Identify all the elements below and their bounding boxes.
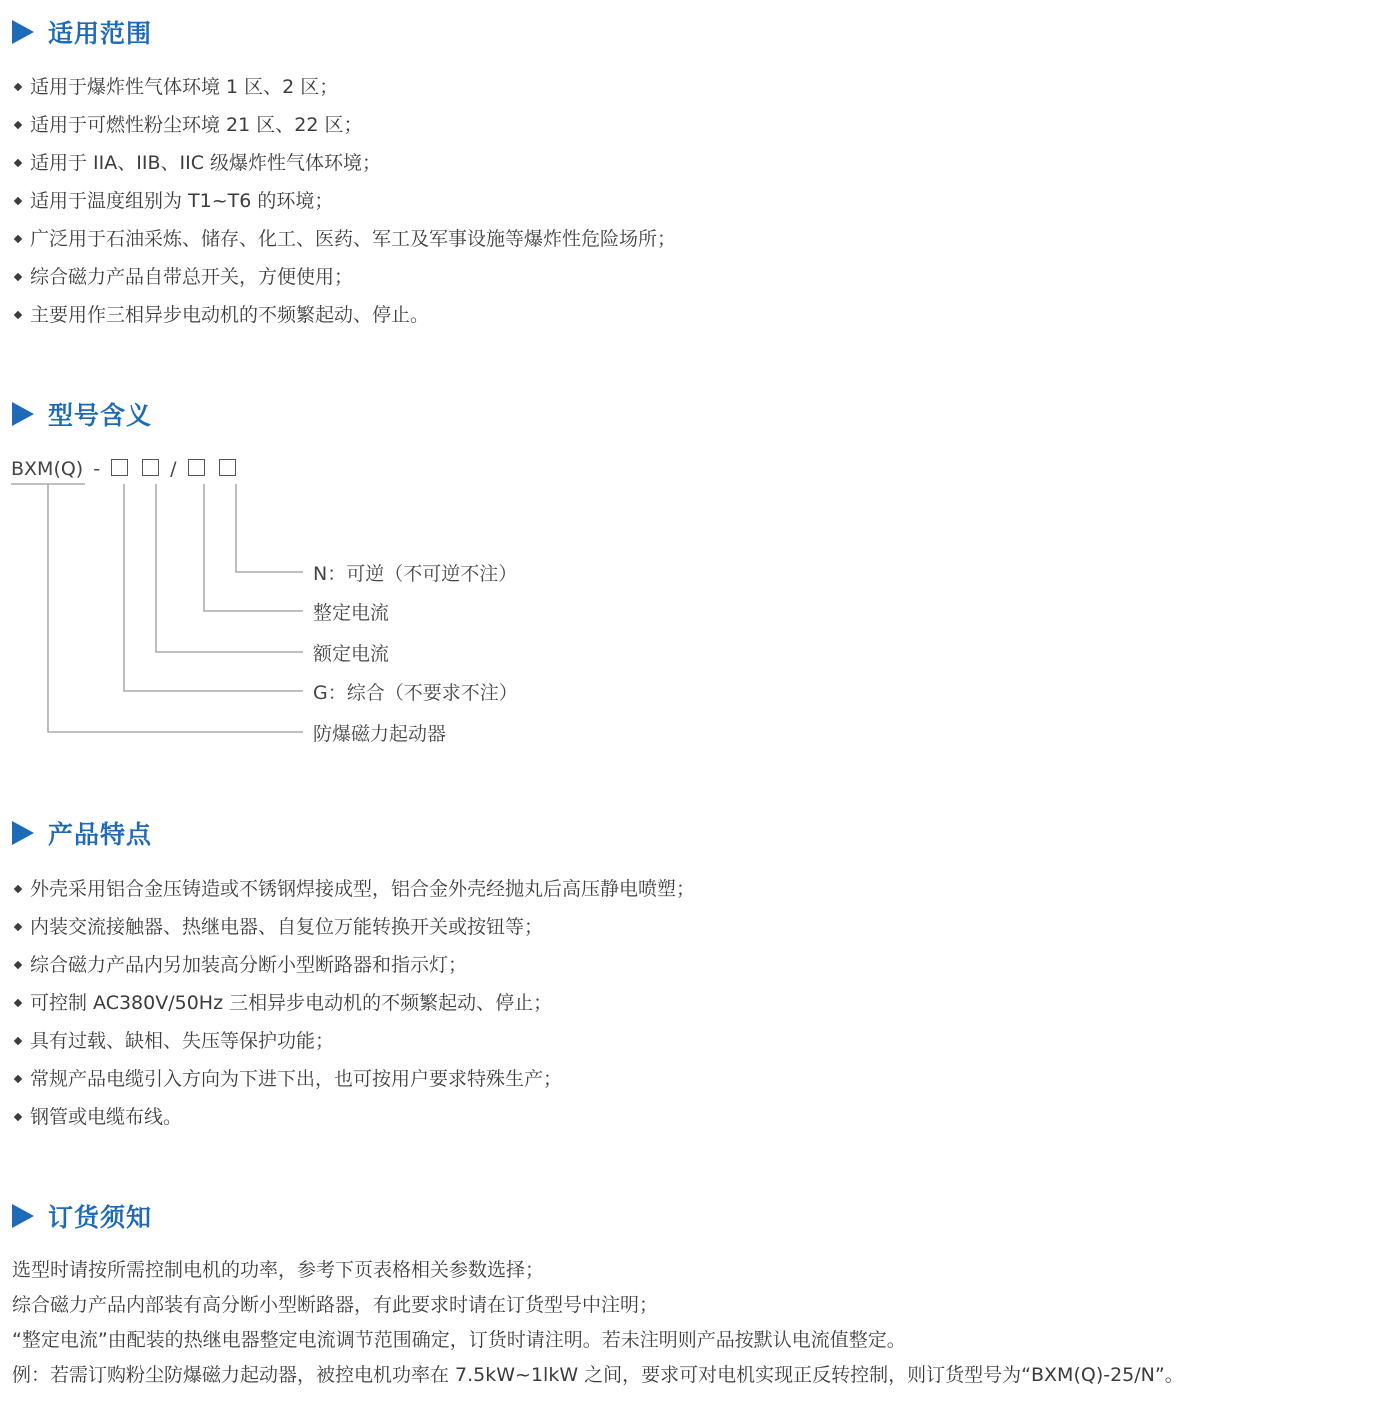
diamond-bullet-icon xyxy=(14,885,22,893)
code-label-setting-current: 整定电流 xyxy=(313,602,390,624)
list-item: 主要用作三相异步电动机的不频繁起动、停止。 xyxy=(12,296,676,334)
ordering-note: “整定电流”由配装的热继电器整定电流调节范围确定，订货时请注明。若未注明则产品按默认电流值整定。 xyxy=(12,1329,906,1351)
code-label-starter: 防爆磁力起动器 xyxy=(313,723,447,745)
list-item: 广泛用于石油采炼、储存、化工、医药、军工及军事设施等爆炸性危险场所； xyxy=(12,220,676,258)
scope-list xyxy=(12,68,676,334)
ordering-notes xyxy=(12,1253,1184,1393)
diamond-bullet-icon xyxy=(14,961,22,969)
list-item: 内装交流接触器、热继电器、自复位万能转换开关或按钮等； xyxy=(12,908,695,946)
section-title-features: 产品特点 xyxy=(12,815,152,851)
list-item: 综合磁力产品自带总开关，方便使用； xyxy=(12,258,676,296)
triangle-bullet-icon xyxy=(12,20,34,44)
diamond-bullet-icon xyxy=(14,235,22,243)
triangle-bullet-icon xyxy=(12,1204,34,1228)
bracket-line-setting-current xyxy=(204,484,303,611)
list-item: 钢管或电缆布线。 xyxy=(12,1098,695,1136)
diamond-bullet-icon xyxy=(14,273,22,281)
list-item: 外壳采用铝合金压铸造或不锈钢焊接成型，铝合金外壳经抛丸后高压静电喷塑； xyxy=(12,870,695,908)
code-label-combined: G：综合（不要求不注） xyxy=(313,682,518,704)
bracket-line-starter xyxy=(48,484,303,732)
bracket-line-rated-current xyxy=(156,484,303,652)
features-list xyxy=(12,870,695,1136)
diamond-bullet-icon xyxy=(14,121,22,129)
list-item: 常规产品电缆引入方向为下进下出，也可按用户要求特殊生产； xyxy=(12,1060,695,1098)
list-item: 具有过载、缺相、失压等保护功能； xyxy=(12,1022,695,1060)
list-item: 适用于爆炸性气体环境 1 区、2 区； xyxy=(12,68,676,106)
diamond-bullet-icon xyxy=(14,159,22,167)
diamond-bullet-icon xyxy=(14,311,22,319)
list-item: 适用于 IIA、IIB、IIC 级爆炸性气体环境； xyxy=(12,144,676,182)
code-label-rated-current: 额定电流 xyxy=(313,643,390,665)
model-code-dash: - xyxy=(93,458,101,480)
ordering-note: 综合磁力产品内部装有高分断小型断路器，有此要求时请在订货型号中注明； xyxy=(12,1294,659,1316)
model-code-diagram xyxy=(0,450,700,760)
diamond-bullet-icon xyxy=(14,1037,22,1045)
section-title-ordering: 订货须知 xyxy=(12,1198,152,1234)
list-item: 可控制 AC380V/50Hz 三相异步电动机的不频繁起动、停止； xyxy=(12,984,695,1022)
section-title-scope: 适用范围 xyxy=(12,14,152,50)
diamond-bullet-icon xyxy=(14,923,22,931)
list-item: 适用于可燃性粉尘环境 21 区、22 区； xyxy=(12,106,676,144)
placeholder-box-icon xyxy=(111,459,128,476)
bracket-line-reversible xyxy=(236,484,303,572)
ordering-note: 例：若需订购粉尘防爆磁力起动器，被控电机功率在 7.5kW~1lkW 之间，要求可对电机实现正反转控制，则订货型号为“BXM(Q)-25/N”。 xyxy=(12,1364,1184,1386)
diamond-bullet-icon xyxy=(14,1113,22,1121)
diamond-bullet-icon xyxy=(14,83,22,91)
placeholder-box-icon xyxy=(219,459,236,476)
triangle-bullet-icon xyxy=(12,402,34,426)
list-item: 综合磁力产品内另加装高分断小型断路器和指示灯； xyxy=(12,946,695,984)
section-title-model: 型号含义 xyxy=(12,396,152,432)
model-code-slash: / xyxy=(170,458,177,480)
diamond-bullet-icon xyxy=(14,197,22,205)
placeholder-box-icon xyxy=(188,459,205,476)
bracket-line-combined xyxy=(124,484,303,691)
diamond-bullet-icon xyxy=(14,1075,22,1083)
diamond-bullet-icon xyxy=(14,999,22,1007)
list-item: 适用于温度组别为 T1~T6 的环境； xyxy=(12,182,676,220)
triangle-bullet-icon xyxy=(12,821,34,845)
model-code-prefix: BXM(Q) xyxy=(11,458,84,480)
placeholder-box-icon xyxy=(142,459,159,476)
model-code xyxy=(11,458,243,480)
ordering-note: 选型时请按所需控制电机的功率，参考下页表格相关参数选择； xyxy=(12,1259,545,1281)
code-label-reversible: N：可逆（不可逆不注） xyxy=(313,563,518,585)
